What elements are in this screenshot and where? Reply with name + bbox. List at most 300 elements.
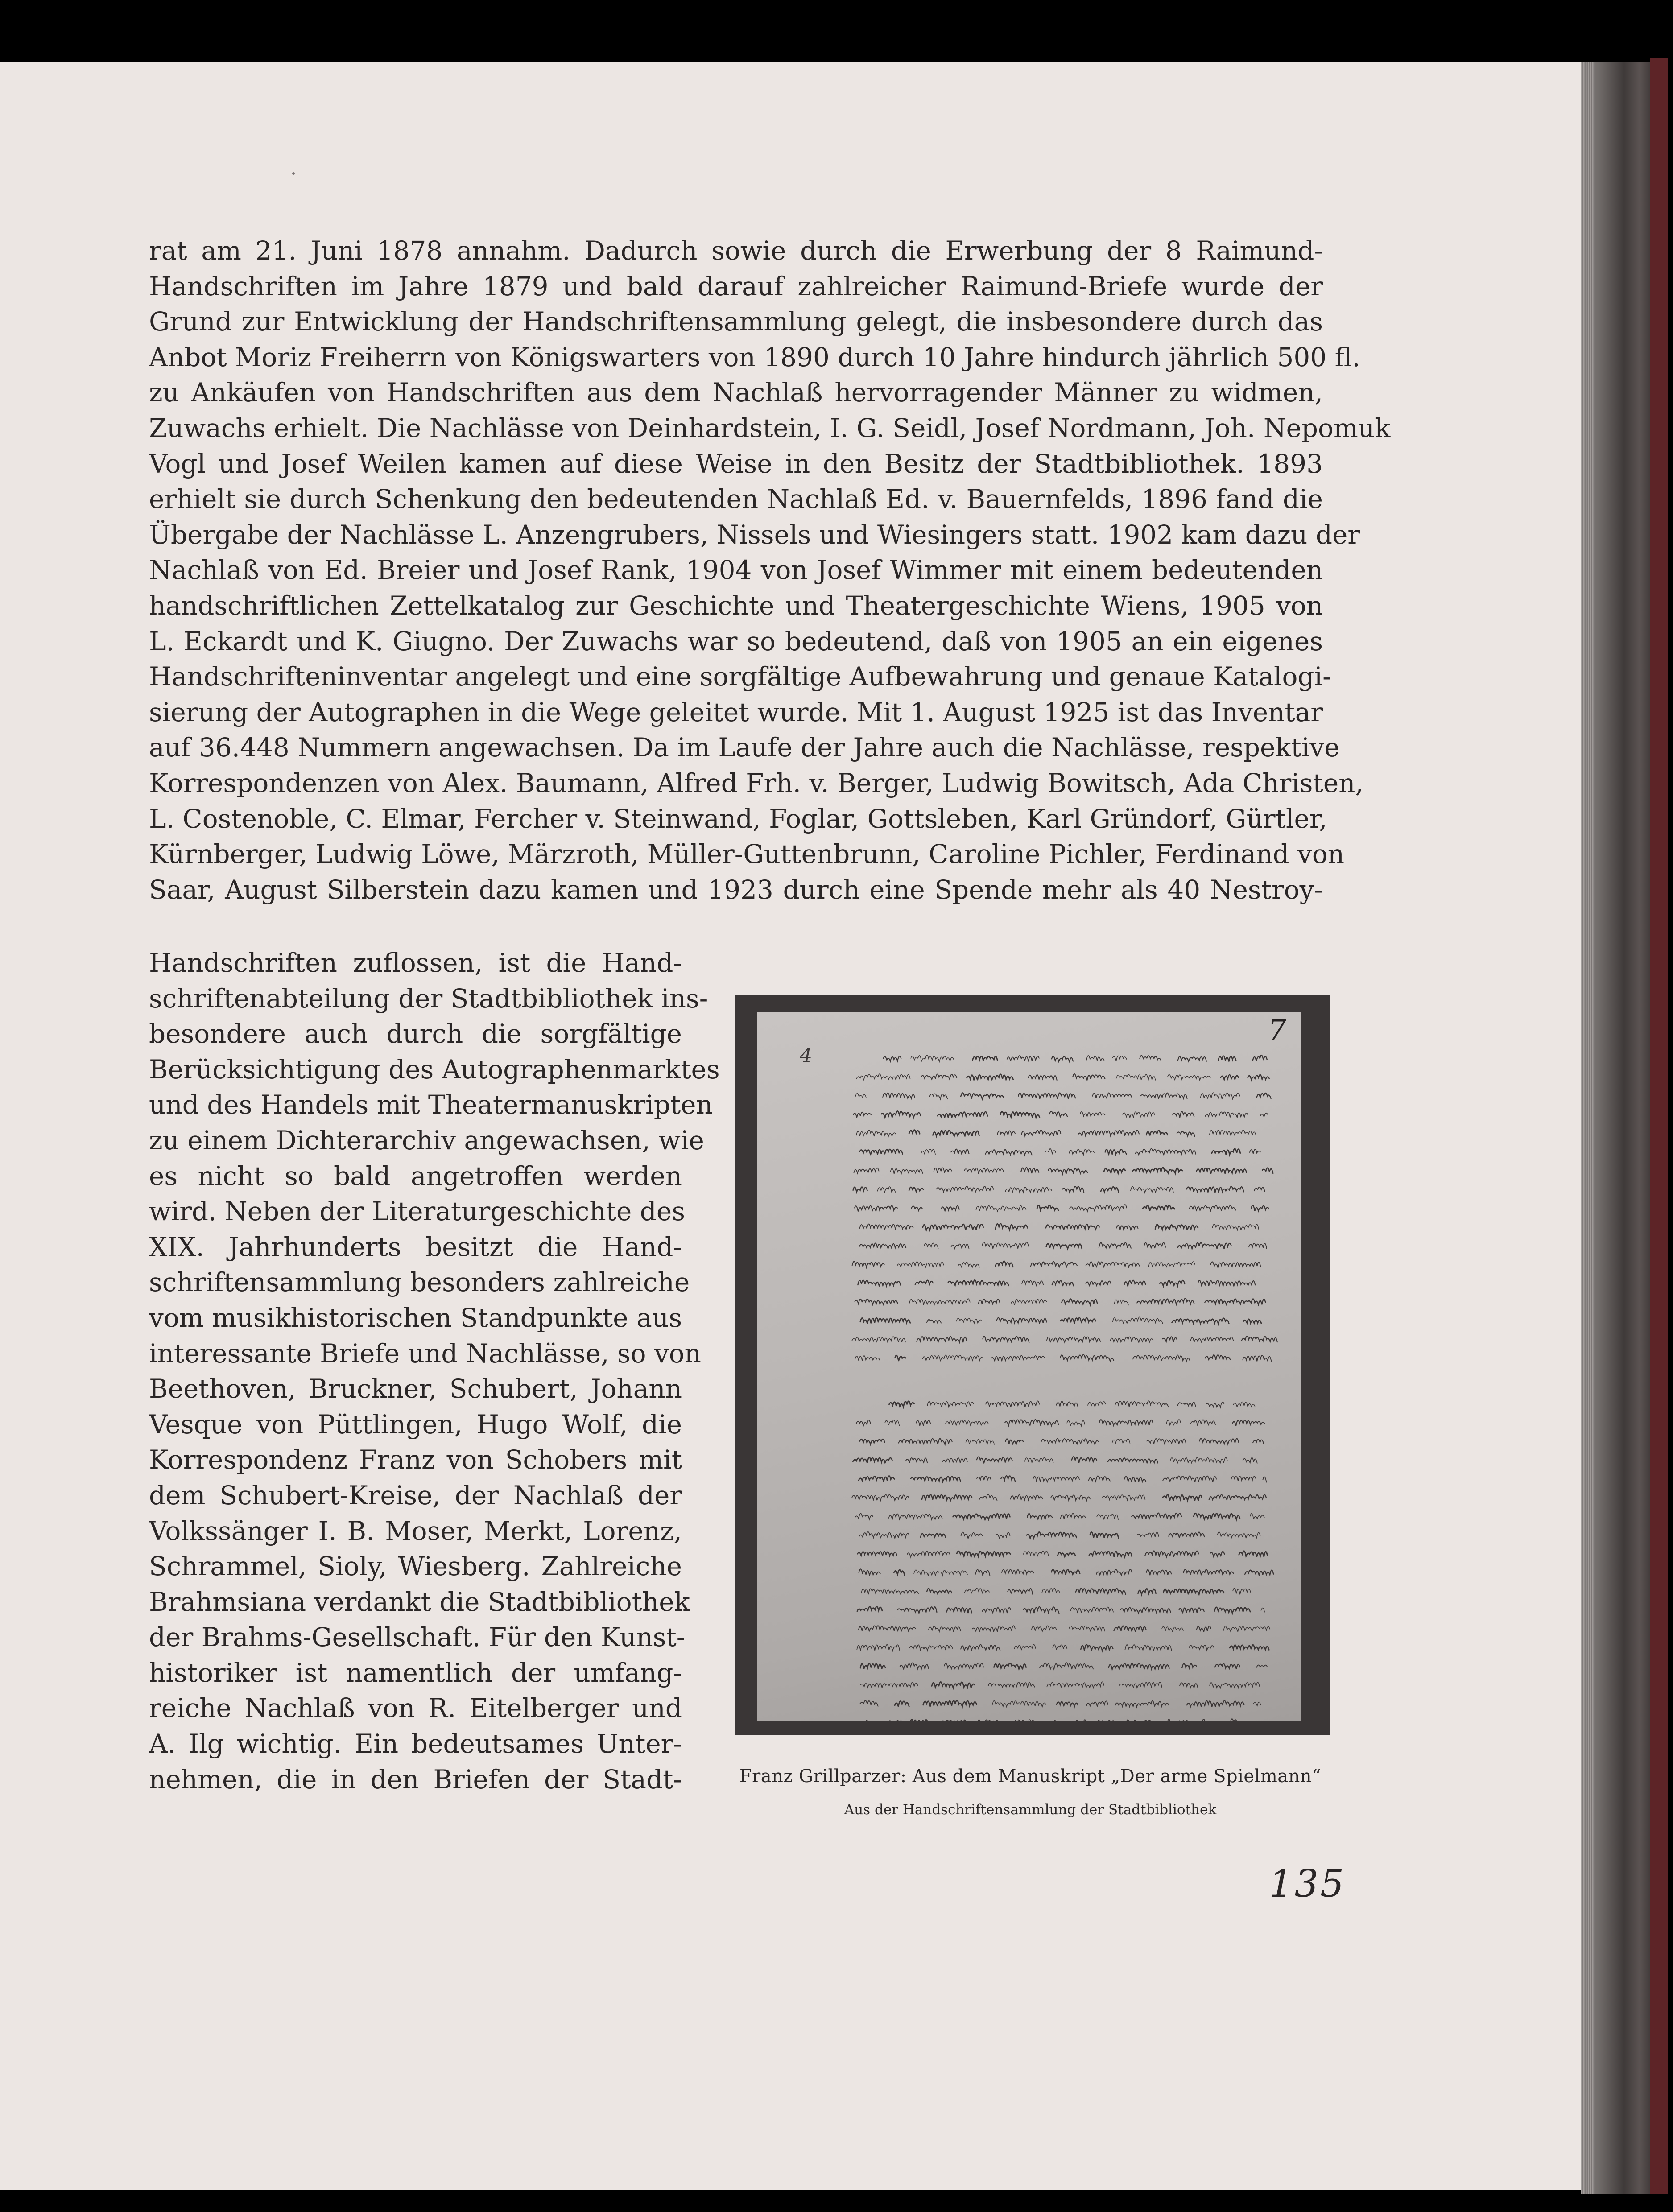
handwriting-word bbox=[1072, 1457, 1097, 1463]
handwriting-word bbox=[1141, 1093, 1187, 1099]
handwriting-word bbox=[1248, 1075, 1269, 1080]
handwriting-word bbox=[1167, 1719, 1189, 1721]
handwriting-word bbox=[1062, 1186, 1084, 1193]
handwriting-word bbox=[1007, 1056, 1039, 1061]
handwriting-word bbox=[911, 1476, 961, 1482]
handwriting-word bbox=[1254, 1702, 1261, 1706]
handwriting-word bbox=[1210, 1130, 1256, 1136]
handwriting-word bbox=[1126, 1720, 1151, 1721]
text-line: besondere auch durch die sorgfältige bbox=[149, 1019, 682, 1049]
handwriting-word bbox=[1143, 1205, 1175, 1211]
handwriting-word bbox=[1109, 1663, 1169, 1670]
handwriting-word bbox=[1177, 1131, 1195, 1136]
handwriting-word bbox=[1178, 1056, 1206, 1061]
handwriting-word bbox=[859, 1476, 894, 1482]
handwriting-word bbox=[1206, 1402, 1224, 1407]
page-number: 135 bbox=[1269, 1862, 1346, 1906]
handwriting-word bbox=[1124, 1477, 1146, 1482]
handwriting-word bbox=[856, 1130, 896, 1137]
manuscript-image bbox=[757, 1012, 1301, 1721]
handwriting-word bbox=[1163, 1337, 1177, 1342]
handwriting-word bbox=[953, 1514, 1010, 1519]
handwriting-word bbox=[1010, 1720, 1057, 1721]
handwriting-word bbox=[1060, 1354, 1114, 1361]
handwriting-word bbox=[1234, 1402, 1255, 1407]
handwriting-word bbox=[1190, 1337, 1233, 1342]
handwriting-word bbox=[1250, 1149, 1260, 1154]
handwriting-word bbox=[1169, 1532, 1204, 1538]
handwriting-word bbox=[1132, 1168, 1182, 1173]
handwriting-word bbox=[1051, 1495, 1090, 1501]
handwriting-word bbox=[897, 1607, 937, 1613]
handwriting-word bbox=[979, 1494, 997, 1501]
handwriting-word bbox=[1173, 1111, 1194, 1117]
handwriting-word bbox=[1027, 1532, 1077, 1538]
handwriting-word bbox=[964, 1588, 989, 1593]
text-line: sierung der Autographen in die Wege geleitet wurde. Mit 1. August 1925 ist das Inventar bbox=[149, 697, 1323, 727]
text-line: Kürnberger, Ludwig Löwe, Märzroth, Müller-Guttenbrunn, Caroline Pichler, Ferdinand von bbox=[149, 839, 1345, 870]
handwriting-word bbox=[982, 1242, 1029, 1249]
handwriting-word bbox=[1210, 1682, 1260, 1688]
handwriting-word bbox=[1086, 1262, 1140, 1267]
handwriting-word bbox=[951, 1244, 969, 1249]
book-page-edges bbox=[1581, 62, 1659, 2194]
handwriting-word bbox=[853, 1112, 871, 1118]
handwriting-word bbox=[852, 1262, 884, 1267]
handwriting-word bbox=[942, 1206, 959, 1211]
handwriting-word bbox=[857, 1074, 910, 1080]
handwriting-word bbox=[860, 1318, 910, 1324]
handwriting-word bbox=[1254, 1187, 1265, 1192]
handwriting-word bbox=[1168, 1075, 1210, 1081]
handwriting-word bbox=[1041, 1439, 1099, 1445]
handwriting-word bbox=[1113, 1056, 1127, 1061]
handwriting-word bbox=[996, 1532, 1010, 1538]
handwriting-word bbox=[1242, 1336, 1277, 1342]
handwriting-word bbox=[860, 1439, 885, 1444]
handwriting-word bbox=[966, 1439, 994, 1444]
handwriting-word bbox=[1131, 1187, 1173, 1193]
handwriting-word bbox=[861, 1589, 918, 1594]
handwriting-word bbox=[1000, 1111, 1040, 1118]
handwriting-word bbox=[1025, 1457, 1053, 1463]
handwriting-word bbox=[1027, 1514, 1052, 1519]
handwriting-word bbox=[1099, 1242, 1131, 1248]
handwriting-word bbox=[1024, 1551, 1049, 1556]
handwriting-word bbox=[1170, 1457, 1227, 1463]
handwriting-word bbox=[1021, 1130, 1061, 1136]
figure-caption: Franz Grillparzer: Aus dem Manuskript „Der arme Spielmann“ bbox=[739, 1766, 1322, 1787]
handwriting-word bbox=[1138, 1589, 1156, 1594]
handwriting-word bbox=[996, 1224, 1028, 1230]
handwriting-word bbox=[883, 1056, 901, 1061]
manuscript-mark-right: 7 bbox=[1268, 1014, 1286, 1047]
handwriting-word bbox=[855, 1514, 873, 1519]
handwriting-word bbox=[972, 1626, 1015, 1632]
handwriting-word bbox=[1002, 1569, 1034, 1575]
handwriting-word bbox=[1052, 1056, 1073, 1061]
handwriting-word bbox=[1114, 1626, 1146, 1632]
handwriting-word bbox=[1123, 1112, 1155, 1118]
handwriting-word bbox=[1060, 1318, 1096, 1324]
handwriting-word bbox=[1069, 1149, 1094, 1155]
text-line: rat am 21. Juni 1878 annahm. Dadurch sowie durch die Erwerbung der 8 Raimund- bbox=[149, 235, 1323, 266]
handwriting-word bbox=[889, 1514, 942, 1520]
handwriting-word bbox=[1001, 1476, 1015, 1482]
handwriting-word bbox=[1243, 1355, 1271, 1361]
handwriting-word bbox=[938, 1112, 987, 1118]
handwriting-word bbox=[923, 1700, 977, 1707]
handwriting-word bbox=[1205, 1112, 1248, 1118]
handwriting-word bbox=[858, 1552, 897, 1556]
handwriting-word bbox=[909, 1130, 920, 1134]
handwriting-word bbox=[1108, 1458, 1158, 1463]
handwriting-word bbox=[964, 1168, 1004, 1174]
text-line: Handschriften zuflossen, ist die Hand- bbox=[149, 948, 682, 978]
handwriting-word bbox=[855, 1205, 897, 1211]
handwriting-word bbox=[983, 1336, 1029, 1342]
handwriting-word bbox=[1058, 1552, 1075, 1557]
manuscript-mark-left: 4 bbox=[800, 1044, 812, 1067]
handwriting-word bbox=[1253, 1439, 1264, 1443]
handwriting-word bbox=[977, 1457, 1012, 1464]
handwriting-word bbox=[1005, 1187, 1052, 1193]
paper-speck bbox=[292, 172, 295, 175]
handwriting-word bbox=[1146, 1570, 1171, 1576]
handwriting-word bbox=[861, 1682, 918, 1688]
handwriting-word bbox=[976, 1205, 1026, 1211]
text-line: XIX. Jahrhunderts besitzt die Hand- bbox=[149, 1231, 682, 1262]
text-line: Anbot Moriz Freiherrn von Königswarters von 1890 durch 10 Jahre hindurch jährlich 500 fl. bbox=[149, 342, 1360, 372]
manuscript-figure bbox=[735, 995, 1330, 1735]
handwriting-word bbox=[1205, 1355, 1230, 1360]
handwriting-word bbox=[1115, 1401, 1169, 1407]
handwriting-word bbox=[1251, 1205, 1269, 1211]
handwriting-word bbox=[1032, 1626, 1057, 1631]
handwriting-word bbox=[1116, 1226, 1138, 1230]
handwriting-word bbox=[1048, 1168, 1087, 1174]
text-line: dem Schubert-Kreise, der Nachlaß der bbox=[149, 1480, 682, 1510]
text-line: L. Eckardt und K. Giugno. Der Zuwachs war so bedeutend, daß von 1905 an ein eigenes bbox=[149, 626, 1323, 656]
handwriting-word bbox=[986, 1401, 1039, 1407]
handwriting-word bbox=[923, 1224, 983, 1230]
handwriting-word bbox=[1070, 1205, 1127, 1211]
text-line: Saar, August Silberstein dazu kamen und 1923 durch eine Spende mehr als 40 Nestroy- bbox=[149, 874, 1323, 905]
handwriting-word bbox=[1051, 1569, 1080, 1575]
body-text-left-column bbox=[149, 945, 720, 1797]
handwriting-word bbox=[1096, 1569, 1132, 1576]
handwriting-word bbox=[895, 1355, 906, 1361]
handwriting-word bbox=[1029, 1075, 1057, 1080]
handwriting-word bbox=[1243, 1458, 1257, 1463]
handwriting-word bbox=[1186, 1186, 1243, 1193]
handwriting-word bbox=[1212, 1149, 1240, 1155]
handwriting-word bbox=[877, 1187, 895, 1193]
handwriting-word bbox=[853, 1187, 867, 1192]
handwriting-word bbox=[921, 1074, 957, 1080]
text-line: Schrammel, Sioly, Wiesberg. Zahlreiche bbox=[149, 1551, 682, 1582]
handwriting-word bbox=[975, 1570, 990, 1576]
handwriting-word bbox=[857, 1645, 900, 1651]
handwriting-word bbox=[929, 1094, 947, 1099]
handwriting-word bbox=[1163, 1589, 1224, 1594]
text-line: und des Handels mit Theatermanuskripten bbox=[149, 1089, 713, 1120]
handwriting-word bbox=[891, 1168, 923, 1174]
handwriting-word bbox=[906, 1458, 927, 1463]
handwriting-word bbox=[1256, 1665, 1267, 1667]
handwriting-word bbox=[1046, 1224, 1099, 1230]
text-line: Beethoven, Bruckner, Schubert, Johann bbox=[149, 1374, 682, 1404]
handwriting-word bbox=[977, 1476, 991, 1480]
handwriting-word bbox=[992, 1701, 1046, 1707]
handwriting-word bbox=[1243, 1319, 1261, 1323]
handwriting-word bbox=[854, 1168, 879, 1173]
handwriting-word bbox=[1249, 1243, 1267, 1249]
handwriting-word bbox=[1218, 1532, 1260, 1538]
handwriting-word bbox=[1089, 1551, 1132, 1557]
handwriting-word bbox=[958, 1262, 979, 1267]
handwriting-word bbox=[1177, 1402, 1195, 1407]
handwriting-word bbox=[1114, 1300, 1128, 1305]
body-text-full-width bbox=[149, 233, 1391, 908]
handwriting-word bbox=[909, 1299, 970, 1305]
handwriting-word bbox=[1086, 1056, 1104, 1061]
handwriting-word bbox=[1205, 1299, 1265, 1304]
handwriting-word bbox=[1137, 1298, 1194, 1304]
text-line: zu einem Dichterarchiv angewachsen, wie bbox=[149, 1125, 704, 1156]
handwriting-word bbox=[911, 1055, 954, 1061]
handwriting-word bbox=[995, 1261, 1013, 1267]
handwriting-word bbox=[860, 1149, 903, 1155]
handwriting-word bbox=[859, 1532, 909, 1538]
handwriting-word bbox=[894, 1570, 905, 1576]
handwriting-word bbox=[1183, 1569, 1233, 1575]
handwriting-word bbox=[1081, 1645, 1113, 1651]
handwriting-word bbox=[972, 1056, 997, 1060]
handwriting-word bbox=[899, 1439, 952, 1445]
handwriting-word bbox=[1053, 1645, 1067, 1650]
handwriting-word bbox=[942, 1720, 1002, 1721]
handwriting-word bbox=[1093, 1093, 1132, 1098]
handwriting-word bbox=[1133, 1355, 1190, 1361]
handwriting-word bbox=[854, 1720, 872, 1721]
handwriting-word bbox=[1097, 1514, 1118, 1519]
text-line: A. Ilg wichtig. Ein bedeutsames Unter- bbox=[149, 1729, 682, 1759]
handwriting-word bbox=[1033, 1476, 1079, 1482]
handwriting-word bbox=[1172, 1318, 1229, 1324]
text-line: wird. Neben der Literaturgeschichte des bbox=[149, 1196, 685, 1227]
handwriting-word bbox=[1040, 1663, 1093, 1669]
handwriting-word bbox=[859, 1626, 916, 1631]
handwriting-word bbox=[1076, 1588, 1126, 1594]
handwriting-word bbox=[1115, 1701, 1169, 1707]
handwriting-word bbox=[1137, 1532, 1159, 1537]
handwriting-word bbox=[1166, 1420, 1181, 1426]
handwriting-word bbox=[961, 1645, 1000, 1651]
handwriting-word bbox=[856, 1420, 871, 1426]
handwriting-word bbox=[924, 1243, 938, 1248]
handwriting-word bbox=[1116, 1074, 1156, 1080]
handwriting-word bbox=[1250, 1514, 1264, 1519]
handwriting-word bbox=[946, 1420, 988, 1425]
handwriting-word bbox=[860, 1663, 885, 1669]
handwriting-word bbox=[1057, 1702, 1078, 1707]
handwriting-word bbox=[1162, 1626, 1183, 1632]
handwriting-word bbox=[997, 1131, 1015, 1135]
handwriting-word bbox=[932, 1682, 975, 1688]
handwriting-word bbox=[1239, 1551, 1268, 1557]
text-line: Berücksichtigung des Autographenmarktes bbox=[149, 1054, 720, 1085]
text-line: Korrespondenz Franz von Schobers mit bbox=[149, 1444, 682, 1475]
handwriting-word bbox=[922, 1355, 983, 1361]
handwriting-word bbox=[900, 1663, 929, 1670]
handwriting-word bbox=[1022, 1280, 1043, 1286]
handwriting-word bbox=[927, 1320, 941, 1324]
handwriting-scribbles bbox=[757, 1012, 1301, 1721]
handwriting-word bbox=[1024, 1607, 1059, 1614]
handwriting-word bbox=[883, 1093, 915, 1098]
handwriting-word bbox=[1194, 1513, 1240, 1519]
handwriting-word bbox=[1076, 1720, 1115, 1721]
handwriting-word bbox=[1086, 1281, 1111, 1286]
handwriting-word bbox=[1210, 1552, 1224, 1557]
handwriting-word bbox=[957, 1551, 1010, 1557]
handwriting-word bbox=[1182, 1663, 1196, 1668]
handwriting-word bbox=[1062, 1299, 1097, 1304]
handwriting-word bbox=[1261, 1608, 1264, 1612]
handwriting-word bbox=[1067, 1420, 1085, 1426]
handwriting-word bbox=[1135, 1149, 1196, 1155]
handwriting-word bbox=[1045, 1149, 1056, 1154]
handwriting-word bbox=[1163, 1476, 1216, 1482]
handwriting-word bbox=[994, 1663, 1026, 1669]
handwriting-word bbox=[1070, 1607, 1113, 1613]
text-line: L. Costenoble, C. Elmar, Fercher v. Steinwand, Foglar, Gottsleben, Karl Gründorf, Gürtler, bbox=[149, 803, 1327, 834]
handwriting-word bbox=[881, 1111, 921, 1118]
handwriting-word bbox=[929, 1626, 961, 1632]
book-cover-edge bbox=[1650, 58, 1668, 2194]
handwriting-word bbox=[1223, 1626, 1270, 1632]
text-line: auf 36.448 Nummern angewachsen. Da im Laufe der Jahre auch die Nachlässe, respektive bbox=[149, 732, 1340, 763]
handwriting-word bbox=[921, 1149, 935, 1155]
handwriting-word bbox=[1253, 1055, 1267, 1061]
handwriting-word bbox=[979, 1299, 1000, 1304]
handwriting-word bbox=[1014, 1645, 1036, 1650]
handwriting-word bbox=[1148, 1262, 1195, 1267]
handwriting-word bbox=[915, 1280, 933, 1285]
handwriting-word bbox=[1230, 1645, 1269, 1650]
handwriting-word bbox=[1049, 1111, 1067, 1117]
handwriting-word bbox=[927, 1402, 974, 1407]
text-line: handschriftlichen Zettelkatalog zur Geschichte und Theatergeschichte Wiens, 1905 von bbox=[149, 590, 1323, 621]
handwriting-word bbox=[991, 1355, 1045, 1361]
handwriting-word bbox=[852, 1494, 909, 1500]
handwriting-word bbox=[907, 1551, 950, 1557]
handwriting-word bbox=[1178, 1243, 1231, 1249]
handwriting-word bbox=[853, 1457, 892, 1463]
handwriting-word bbox=[852, 1337, 905, 1342]
handwriting-word bbox=[1199, 1439, 1239, 1444]
handwriting-word bbox=[1202, 1719, 1252, 1721]
text-line: historiker ist namentlich der umfang- bbox=[149, 1657, 682, 1688]
text-line: Übergabe der Nachlässe L. Anzengrubers, Nissels und Wiesingers statt. 1902 kam dazu der bbox=[149, 519, 1360, 550]
text-line: schriftenabteilung der Stadtbibliothek ins- bbox=[149, 983, 708, 1014]
handwriting-word bbox=[1011, 1495, 1043, 1500]
handwriting-word bbox=[948, 1280, 1009, 1286]
handwriting-word bbox=[855, 1094, 866, 1098]
handwriting-word bbox=[1163, 1494, 1202, 1501]
handwriting-word bbox=[1232, 1420, 1264, 1426]
handwriting-word bbox=[1140, 1056, 1161, 1061]
handwriting-word bbox=[1190, 1420, 1215, 1425]
text-line: Vogl und Josef Weilen kamen auf diese Weise in den Besitz der Stadtbibliothek. 1893 bbox=[149, 448, 1323, 479]
text-line: Grund zur Entwicklung der Handschriftensammlung gelegt, die insbesondere durch das bbox=[149, 306, 1323, 337]
handwriting-word bbox=[1189, 1645, 1214, 1650]
handwriting-word bbox=[961, 1532, 983, 1539]
handwriting-word bbox=[1037, 1205, 1058, 1210]
handwriting-word bbox=[1105, 1149, 1127, 1155]
handwriting-word bbox=[1078, 1130, 1139, 1136]
text-line: reiche Nachlaß von R. Eitelberger und bbox=[149, 1693, 682, 1724]
handwriting-word bbox=[937, 1186, 994, 1193]
text-line: zu Ankäufen von Handschriften aus dem Nachlaß hervorragender Männer zu widmen, bbox=[149, 377, 1323, 408]
handwriting-word bbox=[1031, 1262, 1077, 1267]
handwriting-word bbox=[895, 1701, 909, 1706]
handwriting-word bbox=[947, 1607, 972, 1613]
handwriting-word bbox=[1073, 1074, 1105, 1080]
handwriting-word bbox=[922, 1494, 972, 1500]
handwriting-word bbox=[1088, 1402, 1106, 1407]
handwriting-word bbox=[1119, 1682, 1162, 1688]
handwriting-word bbox=[1080, 1112, 1105, 1116]
handwriting-word bbox=[897, 1262, 944, 1267]
handwriting-word bbox=[934, 1168, 952, 1173]
text-line: vom musikhistorischen Standpunkte aus bbox=[149, 1302, 682, 1333]
handwriting-word bbox=[860, 1224, 913, 1230]
handwriting-word bbox=[956, 1318, 981, 1323]
handwriting-word bbox=[1021, 1168, 1039, 1173]
handwriting-word bbox=[951, 1149, 969, 1155]
handwriting-word bbox=[912, 1206, 922, 1210]
handwriting-word bbox=[1008, 1589, 1033, 1594]
text-line: Handschrifteninventar angelegt und eine sorgfältige Aufbewahrung und genaue Katalogi- bbox=[149, 661, 1331, 692]
handwriting-word bbox=[927, 1588, 952, 1594]
text-line: Zuwachs erhielt. Die Nachlässe von Deinhardstein, I. G. Seidl, Josef Nordmann, Joh. Nepomuk bbox=[149, 413, 1391, 443]
handwriting-word bbox=[1145, 1551, 1198, 1556]
handwriting-word bbox=[1110, 1337, 1153, 1343]
handwriting-word bbox=[1018, 1093, 1075, 1099]
handwriting-word bbox=[1061, 1513, 1086, 1519]
handwriting-word bbox=[1160, 1280, 1185, 1286]
handwriting-word bbox=[942, 1458, 967, 1463]
handwriting-word bbox=[1042, 1589, 1060, 1594]
handwriting-word bbox=[1057, 1401, 1078, 1407]
text-line: erhielt sie durch Schenkung den bedeutenden Nachlaß Ed. v. Bauernfelds, 1896 fand die bbox=[149, 484, 1323, 515]
handwriting-word bbox=[1231, 1477, 1256, 1481]
handwriting-word bbox=[1180, 1683, 1198, 1688]
handwriting-word bbox=[1221, 1075, 1239, 1080]
text-line: Korrespondenzen von Alex. Baumann, Alfred Frh. v. Berger, Ludwig Bowitsch, Ada Christen, bbox=[149, 768, 1363, 798]
handwriting-word bbox=[855, 1299, 898, 1304]
handwriting-word bbox=[1121, 1608, 1171, 1614]
handwriting-word bbox=[1046, 1244, 1082, 1249]
handwriting-word bbox=[1212, 1224, 1259, 1230]
handwriting-word bbox=[961, 1093, 1004, 1099]
handwriting-word bbox=[1155, 1225, 1198, 1230]
handwriting-word bbox=[888, 1719, 928, 1721]
text-line: Brahmsiana verdankt die Stadtbibliothek bbox=[149, 1586, 690, 1617]
handwriting-word bbox=[1005, 1420, 1058, 1426]
